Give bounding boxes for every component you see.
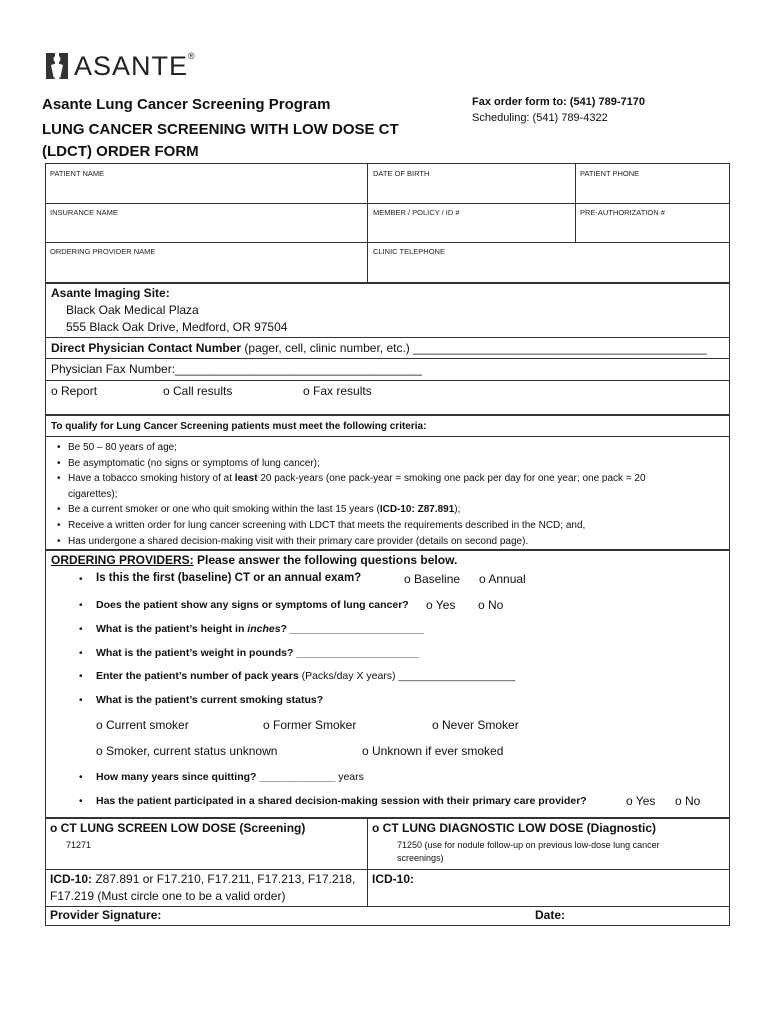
- question-height[interactable]: What is the patient’s height in inches? _______________________: [96, 623, 425, 635]
- report-option[interactable]: o Report: [51, 384, 98, 398]
- shared-decision-yes-option[interactable]: o Yes: [626, 794, 656, 808]
- criterion-age: Be 50 – 80 years of age;: [68, 442, 177, 453]
- patient-phone-field[interactable]: PATIENT PHONE: [580, 169, 640, 178]
- physician-fax-field[interactable]: Physician Fax Number:_____________________________________: [51, 362, 422, 376]
- baseline-option[interactable]: o Baseline: [404, 572, 461, 586]
- diagnostic-cpt-code-cont: screenings): [397, 853, 444, 863]
- question-pack-years[interactable]: Enter the patient’s number of pack years (Packs/day X years) ____________________: [96, 670, 516, 682]
- ordering-providers-heading: ORDERING PROVIDERS: Please answer the following questions below.: [51, 553, 458, 567]
- screening-cpt-code: 71271: [66, 840, 92, 850]
- asante-figure-icon: [46, 53, 68, 79]
- ct-screening-option[interactable]: o CT LUNG SCREEN LOW DOSE (Screening): [50, 821, 306, 835]
- form-title-line2: (LDCT) ORDER FORM: [42, 143, 199, 160]
- screening-icd-codes[interactable]: ICD-10: Z87.891 or F17.210, F17.211, F17.213, F17.218,: [50, 872, 356, 886]
- diagnostic-cpt-code: 71250 (use for nodule follow-up on previous low-dose lung cancer: [397, 840, 660, 850]
- fax-results-option[interactable]: o Fax results: [303, 384, 372, 398]
- question-baseline: Is this the first (baseline) CT or an annual exam?: [96, 572, 362, 584]
- question-weight[interactable]: What is the patient’s weight in pounds? _____________________: [96, 647, 419, 659]
- patient-name-field[interactable]: PATIENT NAME: [50, 169, 105, 178]
- smoker-unknown-option[interactable]: o Smoker, current status unknown: [96, 744, 278, 758]
- question-shared-decision: Has the patient participated in a shared decision-making session with their primary care provider?: [96, 795, 587, 807]
- criterion-written-order: Receive a written order for lung cancer screening with LDCT that meets the requirements described in the NCD; and,: [68, 520, 586, 531]
- annual-option[interactable]: o Annual: [479, 572, 526, 586]
- program-title: Asante Lung Cancer Screening Program: [42, 96, 331, 113]
- criterion-smoker: Be a current smoker or one who quit smoking within the last 15 years (ICD-10: Z87.891);: [68, 504, 461, 515]
- site-name: Black Oak Medical Plaza: [66, 303, 199, 317]
- former-smoker-option[interactable]: o Former Smoker: [263, 718, 357, 732]
- insurance-field[interactable]: INSURANCE NAME: [50, 208, 118, 217]
- logo-wordmark: ASANTE®: [74, 50, 196, 81]
- never-smoker-option[interactable]: o Never Smoker: [432, 718, 519, 732]
- criterion-pack-years: Have a tobacco smoking history of at least 20 pack-years (one pack-year = smoking one pack per day for one year; one pack = 20: [68, 473, 646, 484]
- shared-decision-no-option[interactable]: o No: [675, 794, 701, 808]
- criterion-shared-decision: Has undergone a shared decision-making visit with their primary care provider (details on second page).: [68, 536, 529, 547]
- ordering-provider-field[interactable]: ORDERING PROVIDER NAME: [50, 247, 156, 256]
- dob-field[interactable]: DATE OF BIRTH: [373, 169, 430, 178]
- ct-diagnostic-option[interactable]: o CT LUNG DIAGNOSTIC LOW DOSE (Diagnostic): [372, 821, 656, 835]
- patient-info-grid: [45, 163, 730, 283]
- member-id-field[interactable]: MEMBER / POLICY / ID #: [373, 208, 460, 217]
- site-address: 555 Black Oak Drive, Medford, OR 97504: [66, 320, 288, 334]
- criterion-asymptomatic: Be asymptomatic (no signs or symptoms of lung cancer);: [68, 458, 320, 469]
- unknown-ever-smoked-option[interactable]: o Unknown if ever smoked: [362, 744, 504, 758]
- imaging-site-label: Asante Imaging Site:: [51, 286, 170, 300]
- question-symptoms: Does the patient show any signs or symptoms of lung cancer?: [96, 599, 409, 611]
- symptoms-no-option[interactable]: o No: [478, 598, 504, 612]
- fax-number: Fax order form to: (541) 789-7170: [472, 96, 646, 108]
- date-field[interactable]: Date:: [535, 908, 566, 922]
- criteria-heading: To qualify for Lung Cancer Screening patients must meet the following criteria:: [51, 421, 427, 432]
- form-title-line1: LUNG CANCER SCREENING WITH LOW DOSE CT: [42, 121, 399, 138]
- physician-contact-field[interactable]: Direct Physician Contact Number (pager, cell, clinic number, etc.) ____________________________________________: [51, 341, 707, 355]
- diagnostic-icd-field[interactable]: ICD-10:: [372, 872, 415, 886]
- question-years-quitting[interactable]: How many years since quitting? _____________ years: [96, 771, 364, 783]
- question-smoking-status: What is the patient’s current smoking status?: [96, 694, 324, 706]
- current-smoker-option[interactable]: o Current smoker: [96, 718, 189, 732]
- asante-logo: [46, 50, 196, 82]
- preauth-field[interactable]: PRE-AUTHORIZATION #: [580, 208, 665, 217]
- call-results-option[interactable]: o Call results: [163, 384, 233, 398]
- provider-signature-field[interactable]: Provider Signature:: [50, 908, 162, 922]
- clinic-telephone-field[interactable]: CLINIC TELEPHONE: [373, 247, 445, 256]
- symptoms-yes-option[interactable]: o Yes: [426, 598, 456, 612]
- criterion-pack-years-cont: cigarettes);: [68, 489, 118, 500]
- screening-icd-codes-cont: F17.219 (Must circle one to be a valid order): [50, 889, 286, 903]
- scheduling-number: Scheduling: (541) 789-4322: [472, 112, 608, 124]
